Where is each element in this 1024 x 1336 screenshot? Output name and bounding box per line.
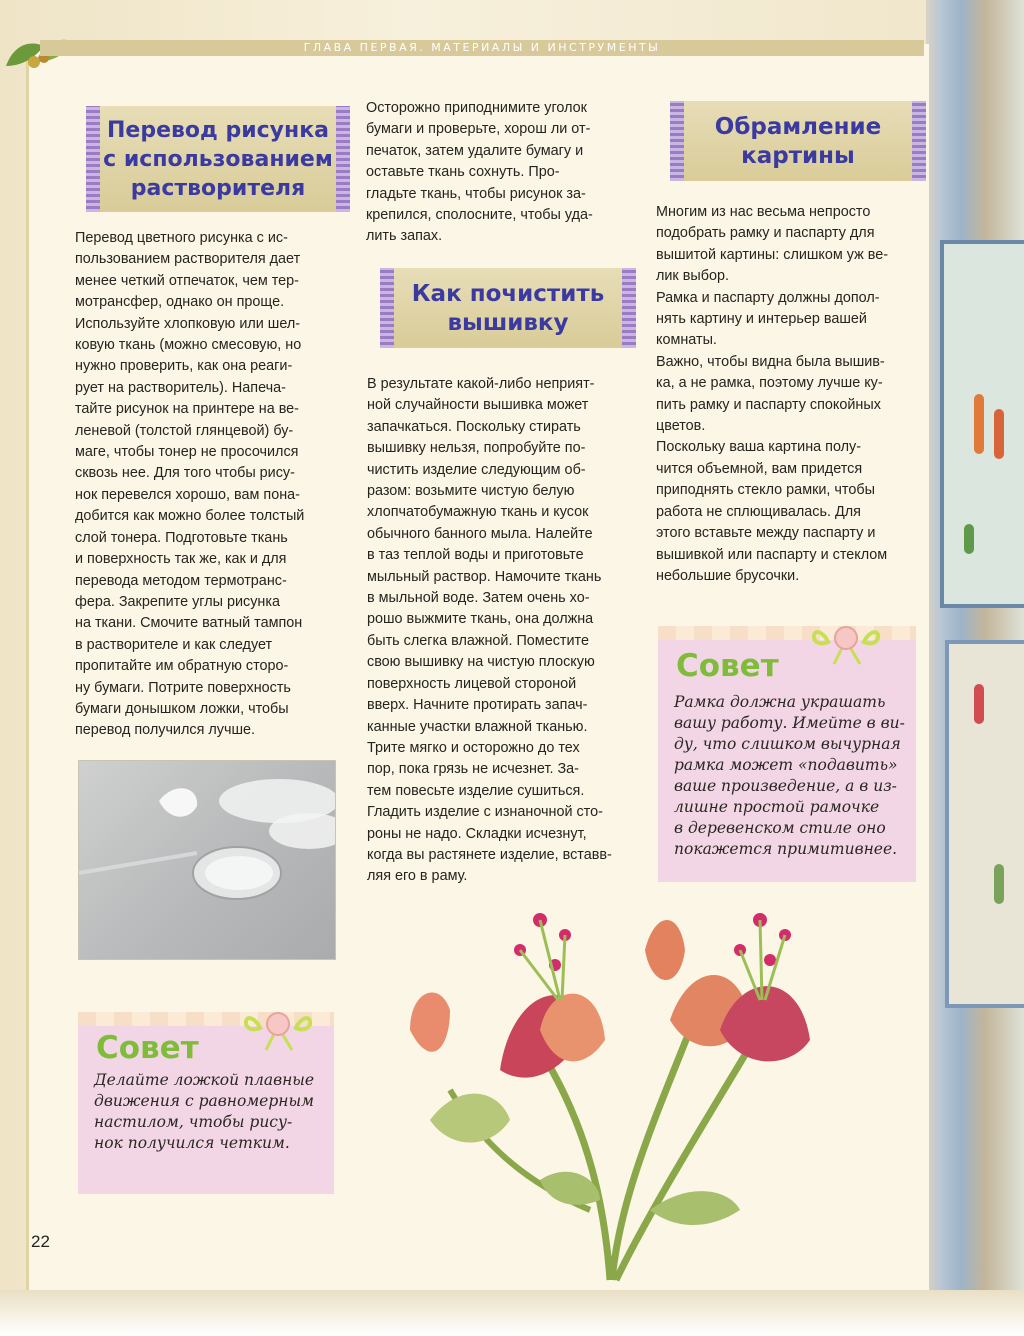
text-line: ной случайности вышивка может [367, 397, 589, 414]
text-line: поверхность лицевой стороной [367, 675, 577, 692]
text-line: вверх. Начните протирать запач- [367, 697, 588, 714]
text-line: чится объемной, вам придется [656, 460, 863, 477]
section1-body [75, 228, 334, 742]
text-line: небольшие брусочки. [656, 567, 800, 584]
spoon-and-cotton-photo [78, 760, 336, 960]
section-heading-framing [670, 101, 926, 181]
text-line: и поверхность так же, как и для [75, 551, 287, 568]
text-line: нок получился четким. [94, 1134, 290, 1152]
text-line: лишне простой рамочке [674, 798, 880, 816]
text-line: движения с равномерным [94, 1092, 314, 1110]
tip-text [674, 692, 910, 860]
text-line: гладьте ткань, чтобы рисунок за- [366, 185, 586, 202]
text-line: хлопчатобумажную ткань и кусок [367, 504, 589, 521]
heading-line: вышивку [447, 310, 569, 336]
text-line: лик выбор. [656, 268, 729, 285]
page-number: 22 [31, 1232, 50, 1251]
tip-title: Совет [676, 648, 779, 684]
text-line: тайте рисунок на принтере на ве- [75, 401, 299, 418]
text-line: ляя его в раму. [367, 868, 468, 885]
framed-embroidery-photo [940, 240, 1024, 608]
text-line: канные участки влажной тканью. [367, 718, 588, 735]
text-line: Поскольку ваша картина полу- [656, 439, 862, 456]
text-line: Гладить изделие с изнаночной сто- [367, 804, 603, 821]
text-line: Используйте хлопковую или шел- [75, 315, 301, 332]
text-line: покажется примитивнее. [674, 840, 898, 858]
heading-line: картины [741, 143, 855, 169]
section-heading-transfer [86, 106, 350, 212]
text-line: нужно проверить, как она реаги- [75, 358, 293, 375]
text-line: ду, что слишком вычурная [674, 735, 901, 753]
text-line: менее четкий отпечаток, чем тер- [75, 272, 299, 289]
text-line: подобрать рамку и паспарту для [656, 225, 875, 242]
text-line: Рамка и паспарту должны допол- [656, 289, 880, 306]
text-line: в деревенском стиле оно [674, 819, 886, 837]
text-line: работа не сплющивалась. Для [656, 503, 861, 520]
text-line: Многим из нас весьма непросто [656, 204, 871, 220]
text-line: мыльный раствор. Намочите ткань [367, 568, 602, 585]
text-line: вашу работу. Имейте в ви- [674, 714, 905, 732]
section-heading-cleaning [380, 268, 636, 348]
text-line: в растворителе и как следует [75, 636, 273, 653]
text-line: пить рамку и паспарту спокойных [656, 396, 881, 413]
heading-line: Обрамление [714, 114, 882, 140]
tip-text [94, 1070, 322, 1154]
text-line: цветов. [656, 418, 706, 435]
heading-line: Как почистить [411, 281, 605, 307]
framed-embroidery-photo-2 [945, 640, 1024, 1008]
text-line: рамка может «подавить» [674, 756, 898, 774]
text-line: обычного банного мыла. Налейте [367, 525, 593, 542]
section3-body [656, 202, 915, 587]
tip-title: Совет [96, 1030, 199, 1066]
text-line: на ткани. Смочите ватный тампон [75, 615, 303, 632]
heading-line: Перевод рисунка [107, 118, 329, 143]
text-line: пропитайте им обратную сторо- [75, 658, 289, 675]
text-line: слой тонера. Подготовьте ткань [75, 529, 288, 546]
text-line: рует на растворитель). Напеча- [75, 379, 286, 396]
text-line: вышивку нельзя, попробуйте по- [367, 440, 586, 457]
ribbon-rose-icon [238, 996, 318, 1052]
text-line: в мыльной воде. Затем очень хо- [367, 590, 590, 607]
text-line: настилом, чтобы рису- [94, 1113, 293, 1131]
chapter-title: ГЛАВА ПЕРВАЯ. МАТЕРИАЛЫ И ИНСТРУМЕНТЫ [303, 41, 661, 54]
text-line: в таз теплой воды и приготовьте [367, 547, 584, 564]
text-line: роны не надо. Складки исчезнут, [367, 825, 587, 842]
text-line: комнаты. [656, 332, 717, 349]
text-line: Делайте ложкой плавные [94, 1071, 315, 1089]
text-line: бумаги донышком ложки, чтобы [75, 700, 289, 717]
column2-intro-body [366, 98, 623, 248]
text-line: тем повесьте изделие сушиться. [367, 782, 585, 799]
text-line: свою вышивку на чистую плоскую [367, 654, 595, 671]
text-line: перевода методом термотранс- [75, 572, 287, 589]
text-line: ковую ткань (можно смесовую, но [75, 337, 302, 354]
page-bottom-edge [0, 1290, 1024, 1336]
text-line: оставьте ткань сохнуть. Про- [366, 164, 560, 181]
ribbon-rose-icon [806, 610, 886, 666]
text-line: перевод получился лучше. [75, 722, 255, 739]
text-line: Перевод цветного рисунка с ис- [75, 230, 288, 246]
text-line: приподнять стекло рамки, чтобы [656, 482, 875, 499]
heading-line: растворителя [130, 176, 306, 201]
text-line: леневой (толстой глянцевой) бу- [75, 422, 294, 439]
text-line: лить запах. [366, 228, 443, 245]
text-line: быть слегка влажной. Поместите [367, 632, 589, 649]
text-line: добится как можно более толстый [75, 508, 305, 525]
text-line: ну бумаги. Потрите поверхность [75, 679, 291, 696]
text-line: крепился, сполосните, чтобы уда- [366, 207, 593, 224]
text-line: В результате какой-либо неприят- [367, 376, 595, 392]
text-line: мотрансфер, однако он проще. [75, 294, 285, 311]
text-line: запачкаться. Поскольку стирать [367, 418, 581, 435]
text-line: Важно, чтобы видна была вышив- [656, 353, 885, 370]
text-line: маге, чтобы тонер не просочился [75, 444, 299, 461]
text-line: фера. Закрепите углы рисунка [75, 593, 280, 610]
text-line: разом: возьмите чистую белую [367, 483, 575, 500]
text-line: когда вы растянете изделие, вставв- [367, 846, 612, 863]
text-line: пор, пока грязь не исчезнет. За- [367, 761, 579, 778]
section2-body [367, 374, 624, 888]
text-line: пользованием растворителя дает [75, 251, 301, 268]
text-line: бумаги и проверьте, хорош ли от- [366, 121, 591, 138]
text-line: сквозь нее. Для того чтобы рису- [75, 465, 295, 482]
text-line: ка, а не рамка, поэтому лучше ку- [656, 375, 883, 392]
text-line: нок перевелся хорошо, вам пона- [75, 486, 300, 503]
tip-box-left [78, 1026, 334, 1194]
text-line: вышитой картины: слишком уж ве- [656, 246, 889, 263]
spoon-illustration [79, 761, 335, 959]
text-line: Трите мягко и осторожно до тех [367, 739, 580, 756]
text-line: этого вставьте между паспарту и [656, 525, 876, 542]
text-line: Осторожно приподнимите уголок [366, 100, 587, 116]
text-line: печаток, затем удалите бумагу и [366, 142, 584, 159]
ribbon-embroidery-flowers-illustration [390, 880, 930, 1290]
heading-line: с использованием [103, 147, 333, 172]
text-line: ваше произведение, а в из- [674, 777, 897, 795]
text-line: рошо выжмите ткань, она должна [367, 611, 594, 628]
text-line: Рамка должна украшать [674, 693, 886, 711]
text-line: нять картину и интерьер вашей [656, 311, 867, 328]
text-line: чистить изделие следующим об- [367, 461, 586, 478]
tip-box-right [658, 640, 916, 882]
text-line: вышивкой или паспарту и стеклом [656, 546, 888, 563]
